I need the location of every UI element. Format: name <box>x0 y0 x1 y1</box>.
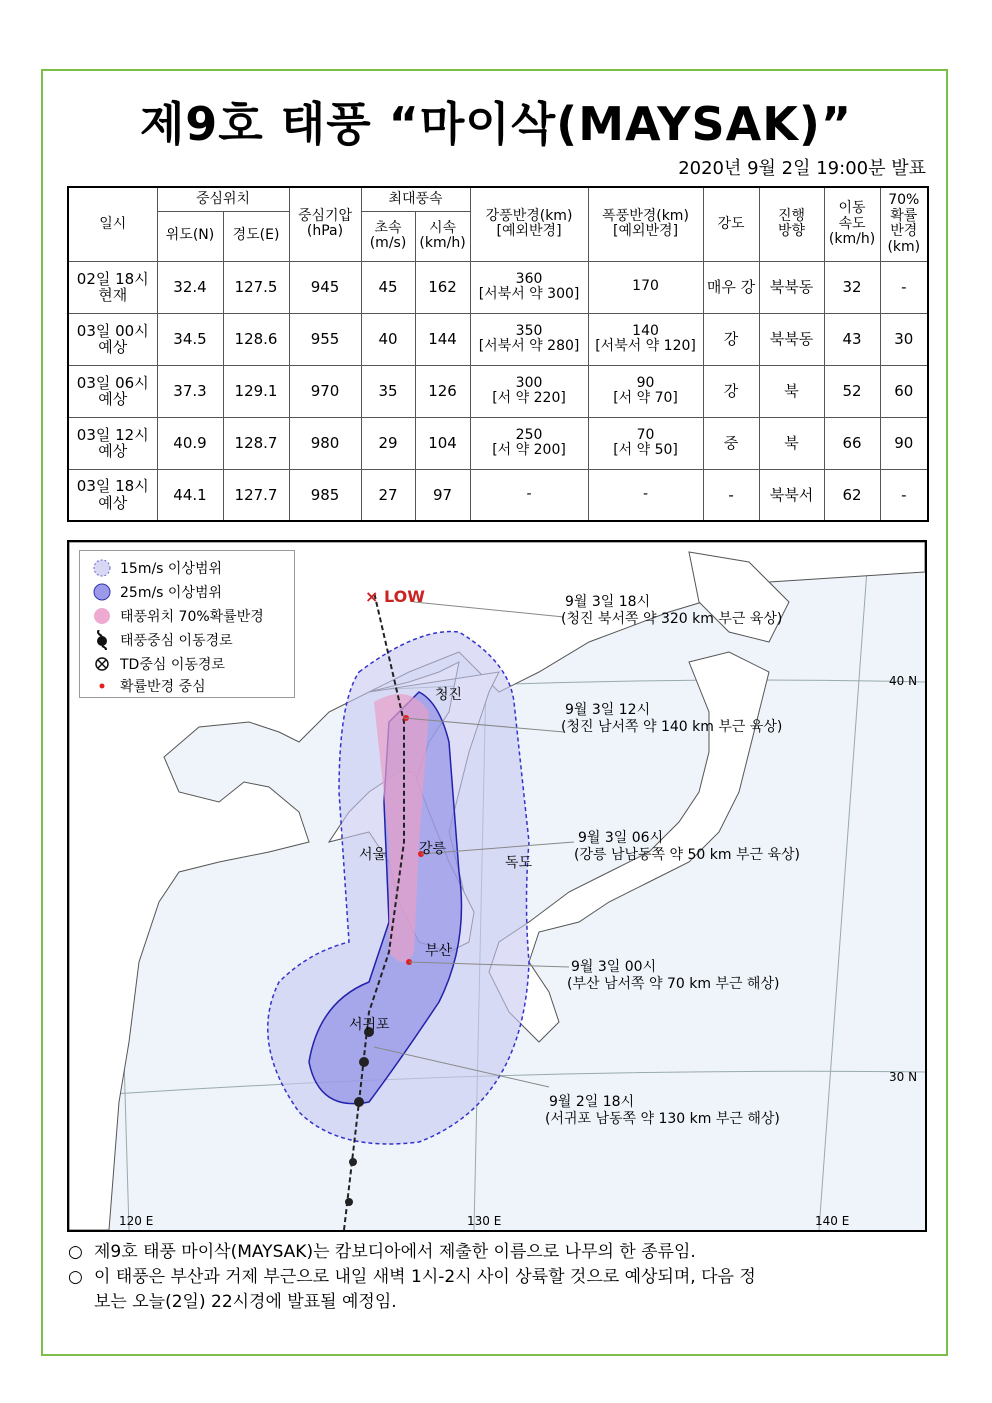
cell-storm-text: [서 약 50] <box>613 442 678 458</box>
cell-time <box>68 365 157 417</box>
legend-item <box>92 557 222 579</box>
cell-speed <box>824 261 880 313</box>
cell-gale <box>470 261 588 313</box>
annotation-location: (청진 북서쪽 약 320 km 부근 육상) <box>561 611 783 627</box>
cell-kmh <box>415 417 470 469</box>
typhoon-symbol-icon <box>92 630 112 650</box>
cell-ms <box>361 469 415 521</box>
cell-speed-text: 32 <box>842 277 862 296</box>
cell-lat <box>157 261 223 313</box>
header-maxwind: 최대풍속 <box>361 187 470 211</box>
cell-gale-text: 350 <box>515 322 543 339</box>
note-1 <box>68 1240 928 1265</box>
cell-time-text: 현재 <box>98 286 128 304</box>
header-storm: 폭풍반경(km) [예외반경] <box>588 187 703 261</box>
cell-lon-text: 128.7 <box>234 433 278 452</box>
cell-time-text: 예상 <box>98 442 128 460</box>
cell-lon-text: 127.7 <box>234 485 278 504</box>
cell-storm-text: - <box>643 486 649 503</box>
typhoon-track-map <box>67 540 927 1232</box>
typhoon-symbol-icon <box>349 1158 357 1166</box>
cell-lon-text: 127.5 <box>234 277 278 296</box>
cell-prob-text: 60 <box>894 381 914 400</box>
cell-intensity <box>703 313 759 365</box>
cell-lat <box>157 417 223 469</box>
note-bullet: ○ <box>68 1267 83 1287</box>
forecast-annotation <box>561 594 782 628</box>
cell-time-text: 03일 12시 <box>76 425 149 444</box>
cell-direction-text: 북 <box>784 433 799 452</box>
annotation-location: (청진 남서쪽 약 140 km 부근 육상) <box>561 719 783 735</box>
cell-gale-text: 360 <box>515 270 543 287</box>
cell-kmh <box>415 261 470 313</box>
typhoon-info-table <box>67 186 929 522</box>
annotation-location: (서귀포 남동쪽 약 130 km 부근 해상) <box>545 1111 780 1127</box>
cell-time-text: 예상 <box>98 338 128 356</box>
page-title: 제9호 태풍 “마이삭(MAYSAK)” <box>139 97 853 151</box>
forecast-annotation <box>545 1094 780 1128</box>
cell-kmh-text: 126 <box>428 381 457 400</box>
cell-speed-text: 52 <box>842 381 862 400</box>
cell-prob-text: 30 <box>894 329 914 348</box>
cell-ms <box>361 313 415 365</box>
cell-direction <box>759 417 824 469</box>
cell-prob <box>880 469 928 521</box>
cell-storm-text: [서북서 약 120] <box>595 338 696 354</box>
cell-gale-text: - <box>526 486 532 503</box>
legend-label: 25m/s 이상범위 <box>120 585 223 601</box>
city-label: 강릉 <box>419 841 447 857</box>
cell-pressure-text: 980 <box>310 433 340 452</box>
header-speed: 이동 속도 (km/h) <box>824 187 880 261</box>
pink-circle-icon <box>92 606 112 626</box>
lon-140-line <box>819 542 869 1230</box>
cell-pressure-text: 985 <box>310 485 340 504</box>
cell-lon <box>223 313 289 365</box>
header-lat: 위도(N) <box>157 211 223 261</box>
cell-intensity-text: 중 <box>723 433 739 452</box>
dark-circle-icon <box>92 582 112 602</box>
cell-gale-text: [서 약 220] <box>492 390 566 406</box>
cell-lon <box>223 261 289 313</box>
legend-label: 태풍위치 70%확률반경 <box>120 609 264 625</box>
cell-time-text: 03일 18시 <box>76 477 149 496</box>
cell-direction-text: 북북서 <box>769 485 814 504</box>
cell-lon <box>223 417 289 469</box>
legend-item <box>92 605 264 627</box>
header-time: 일시 <box>68 187 157 261</box>
cell-storm-text: 70 <box>636 426 655 443</box>
cell-speed <box>824 365 880 417</box>
forecast-annotation <box>574 830 800 864</box>
cell-gale-text: [서북서 약 280] <box>478 338 580 354</box>
lon-label: 140 E <box>815 1214 850 1228</box>
cell-lat-text: 34.5 <box>173 329 207 348</box>
cell-time-text: 03일 00시 <box>76 321 149 340</box>
cell-time <box>68 417 157 469</box>
cell-time <box>68 261 157 313</box>
header-prob: 70% 확률 반경 (km) <box>880 187 928 261</box>
cell-ms-text: 40 <box>378 329 398 348</box>
cell-gale-text: [서 약 200] <box>492 442 566 458</box>
cell-kmh-text: 162 <box>428 277 457 296</box>
cell-time <box>68 313 157 365</box>
cell-time-text: 예상 <box>98 390 128 408</box>
cell-lat-text: 32.4 <box>173 277 207 296</box>
typhoon-symbol-icon <box>359 1057 369 1067</box>
header-gale: 강풍반경(km) [예외반경] <box>470 187 588 261</box>
cell-ms <box>361 417 415 469</box>
note-text: 제9호 태풍 마이삭(MAYSAK)는 캄보디아에서 제출한 이름으로 나무의 한 종류임. <box>94 1242 696 1262</box>
cell-gale-text: 300 <box>515 374 543 391</box>
cell-kmh <box>415 313 470 365</box>
typhoon-symbol-icon <box>354 1097 364 1107</box>
legend-label: 15m/s 이상범위 <box>120 561 223 577</box>
cell-gale <box>470 417 588 469</box>
cell-direction <box>759 261 824 313</box>
cell-prob-text: - <box>901 485 907 504</box>
legend-label: TD중심 이동경로 <box>120 657 225 673</box>
cell-time-text: 02일 18시 <box>76 269 149 288</box>
cell-pressure <box>289 469 361 521</box>
cell-pressure <box>289 313 361 365</box>
cell-lon-text: 129.1 <box>234 381 278 400</box>
cell-kmh <box>415 365 470 417</box>
cell-intensity-text: 강 <box>723 381 739 400</box>
cell-intensity-text: 강 <box>723 329 739 348</box>
cell-pressure-text: 970 <box>310 381 340 400</box>
forecast-annotation <box>567 959 779 993</box>
cell-lat-text: 40.9 <box>173 433 207 452</box>
cell-prob <box>880 417 928 469</box>
header-intensity: 강도 <box>703 187 759 261</box>
table-row <box>68 469 928 521</box>
lon-label: 130 E <box>467 1214 502 1228</box>
note-text: 보는 오늘(2일) 22시경에 발표될 예정임. <box>94 1292 397 1312</box>
annotation-time: 9월 2일 18시 <box>549 1094 635 1110</box>
cell-prob <box>880 313 928 365</box>
table-row <box>68 313 928 365</box>
note-3 <box>68 1290 928 1315</box>
cell-ms-text: 27 <box>378 485 398 504</box>
cell-lat <box>157 313 223 365</box>
table-row <box>68 417 928 469</box>
note-2 <box>68 1265 928 1290</box>
cell-lat <box>157 365 223 417</box>
light-circle-icon <box>92 558 112 578</box>
header-lon: 경도(E) <box>223 211 289 261</box>
cell-storm-text: 170 <box>632 278 659 295</box>
cell-speed-text: 43 <box>842 329 862 348</box>
cell-gale <box>470 365 588 417</box>
cell-lon <box>223 469 289 521</box>
cell-pressure <box>289 417 361 469</box>
city-label: 서귀포 <box>349 1017 390 1033</box>
cell-intensity <box>703 417 759 469</box>
cell-prob <box>880 365 928 417</box>
cell-pressure <box>289 261 361 313</box>
cross-circle-icon <box>92 654 112 674</box>
note-text: 이 태풍은 부산과 거제 부근으로 내일 새벽 1시-2시 사이 상륙할 것으로 예상되며, 다음 정 <box>94 1267 756 1287</box>
cell-gale <box>470 313 588 365</box>
cell-lat-text: 37.3 <box>173 381 207 400</box>
cell-storm <box>588 365 703 417</box>
cell-storm-text: 140 <box>632 322 659 339</box>
cell-prob <box>880 261 928 313</box>
cell-intensity <box>703 365 759 417</box>
cell-kmh-text: 97 <box>432 485 453 504</box>
header-pressure: 중심기압 (hPa) <box>289 187 361 261</box>
cell-ms <box>361 261 415 313</box>
cell-prob-text: - <box>901 277 907 296</box>
lat-label: 30 N <box>889 1070 918 1084</box>
legend-item <box>92 581 222 603</box>
city-label: 서울 <box>359 847 387 863</box>
city-label: 독도 <box>505 855 533 871</box>
red-dot-icon <box>92 676 112 696</box>
cell-intensity <box>703 469 759 521</box>
cell-lat-text: 44.1 <box>173 485 207 504</box>
annotation-location: (강릉 남남동쪽 약 50 km 부근 육상) <box>574 847 800 863</box>
cell-pressure-text: 955 <box>310 329 340 348</box>
cell-ms-text: 35 <box>378 381 398 400</box>
cell-storm-text: [서 약 70] <box>613 390 678 406</box>
cell-storm-text: 90 <box>636 374 655 391</box>
legend-label: 확률반경 중심 <box>120 679 206 695</box>
cell-lat <box>157 469 223 521</box>
legend-item <box>92 653 225 675</box>
header-kmh: 시속 (km/h) <box>415 211 470 261</box>
cell-direction <box>759 469 824 521</box>
cell-speed <box>824 469 880 521</box>
legend-item <box>92 629 233 651</box>
cell-time <box>68 469 157 521</box>
typhoon-symbol-icon <box>345 1198 353 1206</box>
cell-speed <box>824 417 880 469</box>
annotation-time: 9월 3일 18시 <box>565 594 651 610</box>
low-label: × LOW <box>365 587 425 606</box>
cell-speed-text: 66 <box>842 433 862 452</box>
cell-direction <box>759 313 824 365</box>
cell-storm <box>588 417 703 469</box>
annotation-time: 9월 3일 00시 <box>571 959 657 975</box>
annotation-time: 9월 3일 12시 <box>565 702 651 718</box>
map-legend <box>79 550 295 698</box>
issued-time: 2020년 9월 2일 19:00분 발표 <box>678 158 926 179</box>
lat-label: 40 N <box>889 674 918 688</box>
cell-pressure-text: 945 <box>310 277 340 296</box>
legend-label: 태풍중심 이동경로 <box>120 633 233 649</box>
cell-gale-text: [서북서 약 300] <box>478 286 580 302</box>
cell-gale <box>470 469 588 521</box>
cell-speed <box>824 313 880 365</box>
note-bullet: ○ <box>68 1242 83 1262</box>
cell-kmh <box>415 469 470 521</box>
cell-storm <box>588 261 703 313</box>
header-direction: 진행 방향 <box>759 187 824 261</box>
cell-speed-text: 62 <box>842 485 862 504</box>
cell-gale-text: 250 <box>515 426 543 443</box>
lon-label: 120 E <box>119 1214 154 1228</box>
cell-intensity-text: - <box>728 485 734 504</box>
legend-item <box>92 675 206 697</box>
cell-prob-text: 90 <box>894 433 914 452</box>
cell-lon <box>223 365 289 417</box>
cell-direction <box>759 365 824 417</box>
cell-ms-text: 29 <box>378 433 398 452</box>
cell-ms-text: 45 <box>378 277 398 296</box>
table-row <box>68 261 928 313</box>
cell-ms <box>361 365 415 417</box>
header-ms: 초속 (m/s) <box>361 211 415 261</box>
cell-direction-text: 북북동 <box>769 277 814 296</box>
forecast-annotation <box>561 702 782 736</box>
cell-intensity <box>703 261 759 313</box>
city-label: 청진 <box>435 687 463 703</box>
cell-time-text: 예상 <box>98 493 128 512</box>
annotation-location: (부산 남서쪽 약 70 km 부근 해상) <box>567 976 780 992</box>
cell-lon-text: 128.6 <box>234 329 278 348</box>
cell-direction-text: 북북동 <box>769 329 814 348</box>
table-row <box>68 365 928 417</box>
cell-kmh-text: 144 <box>428 329 457 348</box>
header-center: 중심위치 <box>157 187 289 211</box>
cell-pressure <box>289 365 361 417</box>
cell-storm <box>588 469 703 521</box>
cell-time-text: 03일 06시 <box>76 373 149 392</box>
cell-kmh-text: 104 <box>428 433 457 452</box>
cell-intensity-text: 매우 강 <box>706 277 756 296</box>
cell-storm <box>588 313 703 365</box>
annotation-time: 9월 3일 06시 <box>578 830 664 846</box>
cell-direction-text: 북 <box>784 381 799 400</box>
city-label: 부산 <box>425 943 453 959</box>
